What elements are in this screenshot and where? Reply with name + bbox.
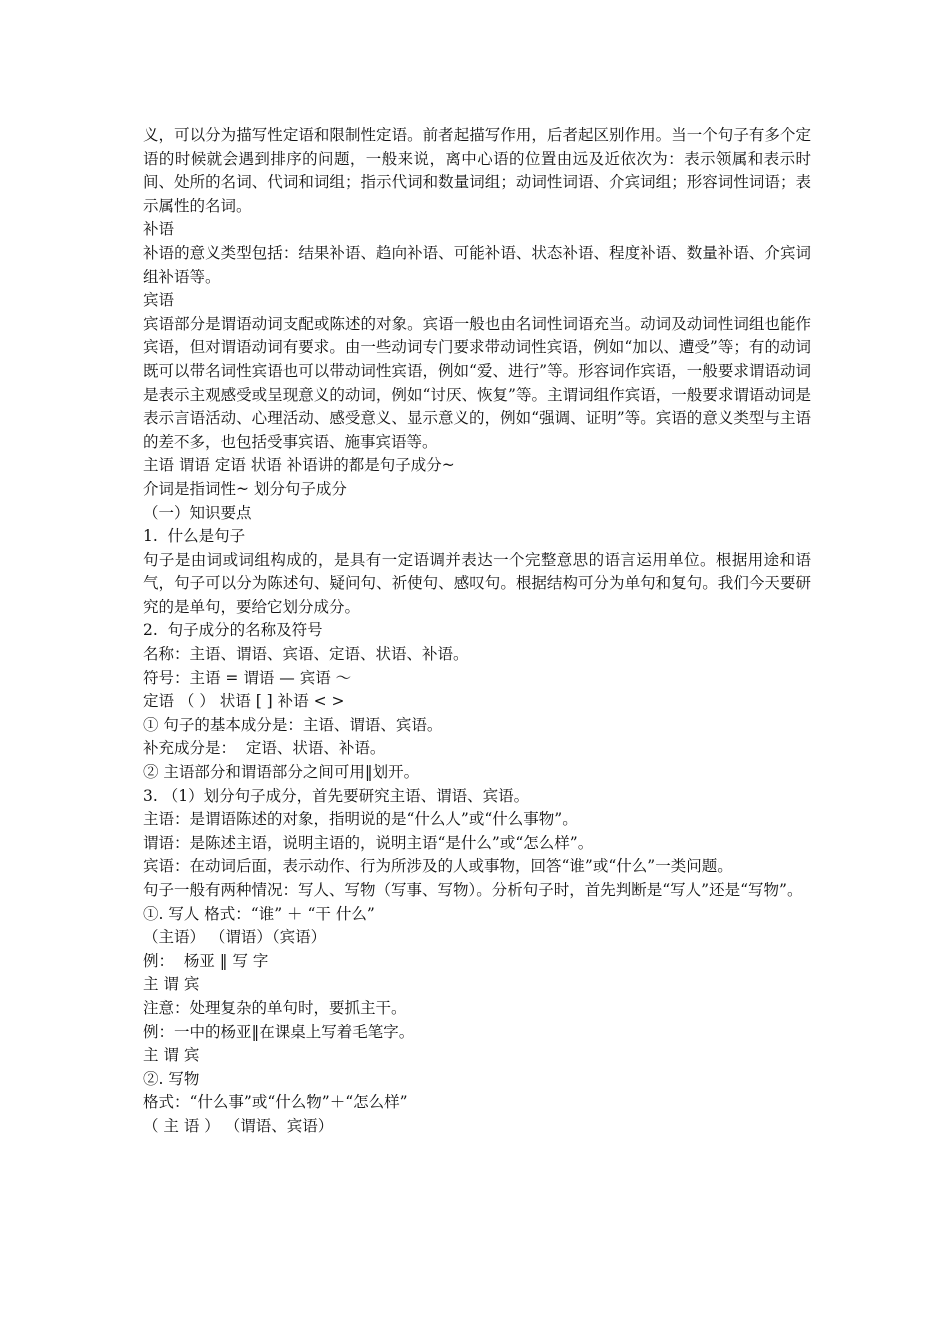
text-line: 定语 （ ） 状语 [ ] 补语 < > xyxy=(143,692,345,711)
paragraph-complement-types: 补语的意义类型包括：结果补语、趋向补语、可能补语、状态补语、程度补语、数量补语、介宾词组补语等。 xyxy=(143,243,811,286)
text-line: 注意：处理复杂的单句时，要抓主干。 xyxy=(143,998,407,1017)
text-line: ② 主语部分和谓语部分之间可用‖划开。 xyxy=(143,763,420,782)
text-line: （ 主 语 ） （谓语、宾语） xyxy=(143,1116,334,1135)
example-line: 例： 杨亚 ‖ 写 字 xyxy=(143,951,269,970)
text-line: 主 谓 宾 xyxy=(143,1046,200,1065)
text-line: 主语 谓语 定语 状语 补语讲的都是句子成分~ xyxy=(143,456,455,475)
text-line: ① 句子的基本成分是：主语、谓语、宾语。 xyxy=(143,715,443,734)
text-line: （主语） （谓语）（宾语） xyxy=(143,928,327,947)
paragraph-object: 宾语部分是谓语动词支配或陈述的对象。宾语一般也由名词性词语充当。动词及动词性词组也能作宾语，但对谓语动词有要求。由一些动词专门要求带动词性宾语，例如“加以、遭受”等；有的动词既可以带名词性宾语也可以带动词性宾语，例如“爱、进行”等。形容词作宾语，一般要求谓语动词是表示主观感受或呈现意义的动词，例如“讨厌、恢复”等。主谓词组作宾语，一般要求谓语动词是表示言语活动、心理活动、感受意义、显示意义的，例如“强调、证明”等。宾语的意义类型与主语的差不多，也包括受事宾语、施事宾语等。 xyxy=(143,314,811,451)
paragraph-sentence-types: 句子一般有两种情况：写人、写物（写事、写物）。分析句子时，首先判断是“写人”还是“写物”。 xyxy=(143,881,803,899)
heading-object: 宾语 xyxy=(143,291,175,310)
text-line: 名称：主语、谓语、宾语、定语、状语、补语。 xyxy=(143,645,469,664)
text-line: 符号：主语 = 谓语 — 宾语 ～ xyxy=(143,668,352,687)
text-line: 主语：是谓语陈述的对象，指明说的是“什么人”或“什么事物”。 xyxy=(143,810,578,829)
text-line: 宾语：在动词后面，表示动作、行为所涉及的人或事物，回答“谁”或“什么”一类问题。 xyxy=(143,857,733,876)
numbered-heading: 3. （1）划分句子成分，首先要研究主语、谓语、宾语。 xyxy=(143,786,530,805)
numbered-heading: 2. 句子成分的名称及符号 xyxy=(143,621,323,640)
paragraph-attributive-order: 义，可以分为描写性定语和限制性定语。前者起描写作用，后者起区别作用。当一个句子有多个定语的时候就会遇到排序的问题，一般来说，离中心语的位置由远及近依次为：表示领属和表示时间、处所的名词、代词和词组；指示代词和数量词组；动词性词语、介宾词组；形容词性词语；表示属性的名词。 xyxy=(143,126,811,215)
text-line: 主 谓 宾 xyxy=(143,975,200,994)
text-line: ①. 写人 格式：“谁” ＋ “干 什么” xyxy=(143,904,375,923)
text-line: 格式：“什么事”或“什么物”＋“怎么样” xyxy=(143,1093,408,1112)
numbered-heading: 1. 什么是句子 xyxy=(143,527,246,546)
example-line: 例：一中的杨亚‖在课桌上写着毛笔字。 xyxy=(143,1022,415,1041)
heading-complement: 补语 xyxy=(143,220,175,239)
text-line: 介词是指词性~ 划分句子成分 xyxy=(143,479,347,498)
paragraph-sentence-definition: 句子是由词或词组构成的，是具有一定语调并表达一个完整意思的语言运用单位。根据用途和语气，句子可以分为陈述句、疑问句、祈使句、感叹句。根据结构可分为单句和复句。我们今天要研究的是单句，要给它划分成分。 xyxy=(143,550,811,616)
section-heading: （一）知识要点 xyxy=(143,503,252,522)
text-line: 补充成分是： 定语、状语、补语。 xyxy=(143,739,386,758)
text-line: 谓语：是陈述主语，说明主语的，说明主语“是什么”或“怎么样”。 xyxy=(143,833,594,852)
document-body xyxy=(143,124,811,1139)
text-line: ②. 写物 xyxy=(143,1069,200,1088)
